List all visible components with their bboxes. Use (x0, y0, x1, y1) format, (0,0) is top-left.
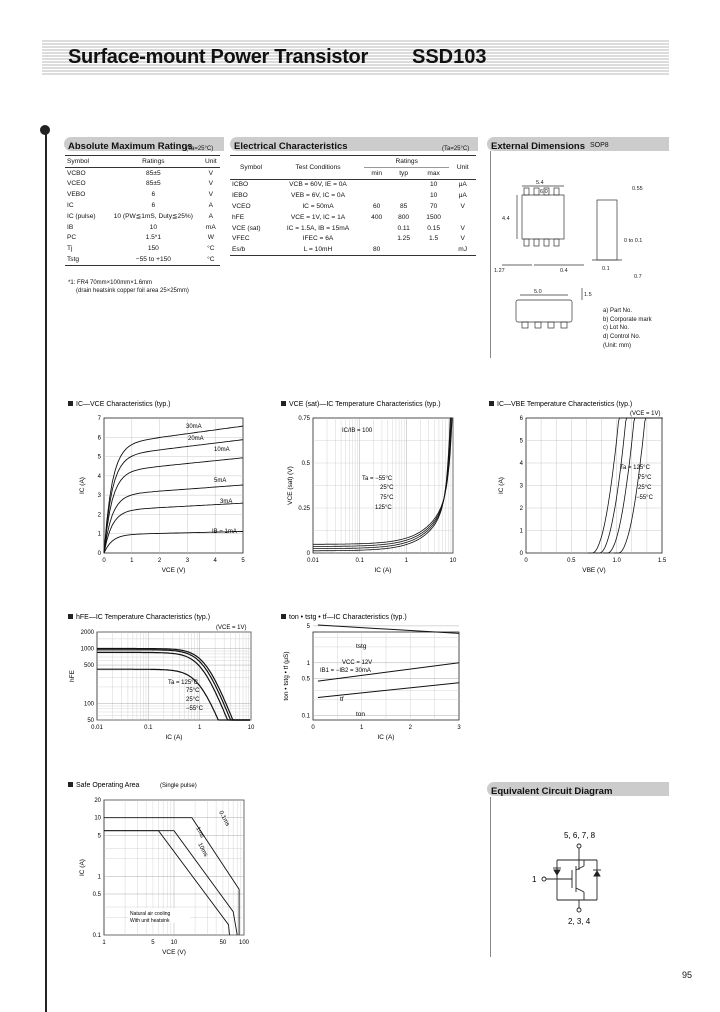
cell-unit: A (208, 202, 214, 210)
x-tick-label: 0 (524, 558, 528, 564)
curve-label: IB = 1mA (212, 529, 237, 535)
curve-label: 30mA (186, 424, 202, 430)
y-tick-label: 5 (519, 438, 523, 445)
y-axis-label: IC (A) (79, 477, 86, 494)
col-max: max (418, 167, 450, 179)
chart-title: hFE—IC Temperature Characteristics (typ.) (76, 614, 211, 621)
chart-title: IC—VCE Characteristics (typ.) (76, 401, 171, 408)
cell-conditions: L = 10mH (272, 244, 364, 255)
cell-rating: 85±5 (146, 180, 161, 188)
dim-1-27: 1.27 (494, 268, 505, 274)
collector-terminal (577, 844, 581, 848)
x-tick-label: 0 (311, 725, 315, 731)
cell-symbol: IB (67, 223, 74, 231)
x-axis-label: VCE (V) (162, 949, 186, 956)
chart-soa (68, 782, 250, 956)
y-tick-label: 6 (519, 416, 523, 422)
cell-unit: V (460, 235, 465, 243)
cell-rating: 6 (151, 191, 156, 199)
dim-0-7: 0.7 (634, 274, 642, 280)
y-axis-label: VCE (sat) (V) (287, 466, 294, 505)
circuit-title: Equivalent Circuit Diagram (491, 786, 613, 797)
cell-symbol: IEBO (232, 192, 248, 200)
x-tick-label: 10 (247, 725, 255, 731)
y-tick-label: 0.1 (92, 933, 101, 939)
x-tick-label: 0.1 (355, 558, 364, 564)
chart-bullet (281, 614, 286, 619)
y-tick-label: 1 (306, 660, 310, 667)
cell-symbol: Tj (67, 245, 73, 253)
y-tick-label: 20 (94, 798, 101, 804)
col-min: min (364, 167, 389, 179)
x-tick-label: 1 (359, 725, 364, 731)
soa-note: Natural air cooling (130, 911, 171, 917)
cell-min: 60 (373, 203, 381, 211)
cell-unit: μA (458, 192, 467, 200)
chart-hfe (68, 614, 255, 741)
cell-symbol: PC (67, 234, 77, 242)
x-tick-label: 2 (157, 558, 162, 564)
col-ratings: Ratings (364, 156, 449, 168)
cell-unit: °C (202, 254, 220, 265)
ext-dim-title: External Dimensions (491, 141, 585, 152)
x-tick-label: 10 (449, 558, 457, 564)
temp-label: Ta = 125°C (168, 680, 198, 686)
x-tick-label: 3 (457, 725, 461, 731)
cell-unit: μA (458, 181, 467, 189)
cell-symbol: VCE (sat) (232, 224, 261, 232)
y-axis-label: IC (A) (498, 477, 505, 494)
chart-vcesat (281, 401, 457, 574)
dim-0-4: 0.4 (560, 268, 568, 274)
cell-unit: V (208, 169, 214, 177)
cell-symbol: VFEC (232, 235, 250, 243)
temp-label: −55°C (186, 706, 203, 712)
chart-condition: IC/IB = 100 (342, 428, 373, 434)
col-symbol: Symbol (230, 156, 272, 180)
elec-title: Electrical Characteristics (234, 141, 348, 152)
cell-conditions: VEB = 6V, IC = 0A (290, 192, 345, 200)
y-tick-label: 0 (519, 551, 523, 557)
base-label: 1 (532, 875, 537, 884)
abs-max-condition: (Ta=25°C) (186, 146, 214, 152)
cell-symbol: VCEO (232, 203, 251, 211)
note-a: a) Part No. (603, 308, 633, 314)
y-tick-label: 100 (83, 701, 94, 708)
temp-label: 25°C (380, 485, 394, 491)
note-c: c) Lot No. (603, 325, 630, 331)
temp-label: 75°C (186, 688, 200, 694)
cell-min: 400 (371, 213, 383, 221)
x-axis-label: IC (A) (165, 734, 183, 741)
x-tick-label: 1.0 (612, 558, 621, 564)
y-tick-label: 1000 (80, 646, 94, 653)
y-tick-label: 7 (97, 416, 101, 422)
curve-label: 10mA (214, 447, 230, 453)
chart-bullet (68, 614, 73, 619)
unit-note: (Unit: mm) (603, 343, 631, 349)
soa-note: With unit heatsink (130, 918, 170, 924)
cell-conditions: IFEC = 6A (302, 235, 334, 243)
emitter-label: 2, 3, 4 (568, 917, 591, 926)
y-tick-label: 3 (519, 483, 523, 490)
y-tick-label: 0.5 (301, 676, 310, 683)
circuit-border (490, 797, 491, 957)
curve-label: 5mA (214, 478, 227, 484)
cell-unit: mA (205, 223, 216, 231)
cell-symbol: hFE (232, 213, 245, 221)
y-tick-label: 0 (306, 551, 310, 557)
y-tick-label: 0.5 (301, 461, 310, 467)
cell-max: 1.5 (429, 235, 439, 243)
cell-conditions: VCB = 60V, IE = 0A (289, 181, 347, 189)
cell-unit: °C (207, 245, 215, 253)
body-diode (594, 871, 600, 876)
y-tick-label: 50 (87, 718, 94, 724)
dim-5-4: 5.4 (536, 180, 544, 186)
x-tick-label: 0.01 (91, 725, 103, 731)
cell-rating: 1.5*1 (145, 234, 162, 242)
x-axis-label: VBE (V) (582, 567, 606, 574)
y-axis-label: ton • tstg • tf (μS) (283, 651, 290, 701)
cell-conditions: IC = 50mA (302, 203, 334, 211)
y-tick-label: 0.1 (301, 713, 310, 720)
chart-ic-vbe (489, 401, 667, 574)
cell-typ: 800 (398, 213, 410, 221)
cell-rating: 10 (PW≦1mS, Duty≦25%) (113, 213, 193, 221)
cell-min: 80 (364, 244, 389, 255)
x-tick-label: 3 (185, 558, 190, 564)
emitter-terminal (577, 908, 581, 912)
y-tick-label: 4 (519, 461, 523, 467)
cell-symbol: ICBO (232, 181, 249, 189)
chart-condition: VCC = 12V (342, 660, 373, 666)
col-ratings: Ratings (105, 156, 202, 168)
page-number: 95 (682, 970, 693, 980)
note-b: b) Corporate mark (603, 316, 652, 323)
soa-label: 10ms (196, 842, 209, 858)
x-tick-label: 50 (219, 940, 227, 946)
y-tick-label: 500 (83, 663, 94, 670)
cell-symbol: Tstg (65, 254, 105, 265)
y-tick-label: 6 (97, 435, 101, 442)
col-typ: typ (389, 167, 417, 179)
x-tick-label: 4 (213, 558, 217, 564)
ext-dim-package: SOP8 (590, 142, 609, 149)
cell-symbol: VCEO (67, 180, 86, 188)
soa-label: 0.1ms (217, 810, 231, 828)
x-tick-label: 5 (241, 558, 245, 564)
y-tick-label: 0 (97, 551, 101, 557)
cell-typ: 0.11 (397, 224, 410, 232)
cell-max: 10 (429, 181, 438, 189)
dim-0-to-0-1: 0 to 0.1 (624, 238, 643, 244)
x-tick-label: 1 (130, 558, 134, 564)
part-number: SSD103 (412, 46, 487, 68)
temp-label: 75°C (380, 495, 394, 501)
cell-unit: V (208, 191, 214, 199)
col-symbol: Symbol (65, 156, 105, 168)
cell-symbol: Es/b (230, 244, 272, 255)
dim-1-5: 1.5 (584, 292, 592, 298)
chart-title: VCE (sat)—IC Temperature Characteristics (typ.) (289, 401, 441, 408)
base-terminal (542, 877, 546, 881)
col-unit: Unit (449, 156, 476, 180)
cell-conditions: IC = 1.5A, IB = 15mA (286, 224, 350, 232)
y-tick-label: 2000 (80, 630, 94, 636)
y-tick-label: 10 (94, 815, 101, 822)
chart-condition: (VCE = 1V) (630, 411, 661, 417)
y-tick-label: 5 (97, 454, 101, 461)
chart-condition: IB1 = −IB2 = 30mA (320, 668, 371, 674)
chart-title: IC—VBE Temperature Characteristics (typ.) (497, 401, 633, 408)
temp-label: 25°C (638, 485, 652, 491)
x-tick-label: 1 (197, 725, 202, 731)
abs-max-note2: (drain heatsink copper foil area 25×25mm) (76, 288, 189, 294)
curve-label: ton (356, 711, 366, 718)
dim-4-4: 4.4 (502, 216, 510, 222)
temp-label: 75°C (638, 475, 652, 481)
zener-diode (554, 870, 560, 875)
dim-5-0: 5.0 (534, 289, 542, 295)
dim-0-1: 0.1 (602, 266, 610, 272)
cell-conditions: VCE = 1V, IC = 1A (290, 213, 346, 221)
y-tick-label: 0.75 (298, 416, 310, 422)
temp-label: 125°C (375, 505, 392, 511)
note-d: d) Control No. (603, 333, 641, 340)
x-tick-label: 1.5 (657, 558, 667, 564)
abs-max-note1: *1: FR4 70mm×100mm×1.6mm (68, 280, 153, 286)
circuit-diagram (492, 800, 667, 930)
cell-max: 70 (429, 203, 438, 211)
x-tick-label: 1 (102, 940, 106, 946)
chart-title: ton • tstg • tf—IC Characteristics (typ.) (289, 614, 407, 621)
y-axis-label: IC (A) (79, 859, 86, 876)
y-tick-label: 4 (97, 473, 101, 480)
cell-unit: V (460, 203, 465, 211)
chart-ic-vce (68, 401, 245, 574)
x-tick-label: 0.5 (567, 558, 576, 564)
curve-label: 20mA (188, 436, 204, 442)
x-axis-label: VCE (V) (161, 567, 186, 574)
soa-label: 1ms (194, 826, 205, 839)
chart-bullet (68, 401, 73, 406)
chart-title: Safe Operating Area (76, 782, 140, 789)
cell-max: 0.15 (427, 224, 441, 232)
x-tick-label: 0.01 (307, 558, 319, 564)
temp-label: Ta = −55°C (362, 476, 393, 482)
cell-symbol: VEBO (67, 191, 86, 199)
x-tick-label: 5 (151, 940, 155, 946)
x-axis-label: IC (A) (377, 734, 395, 741)
y-tick-label: 5 (97, 833, 101, 840)
y-tick-label: 3 (97, 493, 101, 500)
curve-label: tstg (356, 643, 367, 650)
cell-unit: V (460, 224, 465, 232)
dim-6-0: 6.0 (540, 189, 548, 195)
cell-rating: −55 to +150 (105, 254, 202, 265)
x-tick-label: 1 (404, 558, 409, 564)
cell-symbol: IC (67, 202, 74, 210)
x-axis-label: IC (A) (374, 567, 392, 574)
y-tick-label: 2 (97, 512, 101, 519)
chart-switching (281, 614, 461, 741)
collector-label: 5, 6, 7, 8 (564, 831, 596, 840)
chart-bullet (489, 401, 494, 406)
curve-label: tf (340, 696, 344, 703)
chart-bullet (68, 782, 73, 787)
hfe-curve (97, 652, 250, 720)
elec-condition: (Ta=25°C) (442, 146, 470, 152)
temp-label: −55°C (636, 495, 653, 501)
abs-max-title: Absolute Maximum Ratings (68, 141, 193, 152)
cell-symbol: IC (pulse) (67, 212, 96, 220)
chart-condition: (VCE = 1V) (216, 625, 247, 631)
cell-rating: 150 (147, 245, 159, 253)
cell-rating: 10 (149, 223, 158, 231)
temp-label: Ta = 125°C (620, 465, 650, 471)
dim-0-55: 0.55 (632, 186, 643, 192)
page-title: Surface-mount Power Transistor (68, 46, 368, 68)
y-tick-label: 0.25 (298, 506, 310, 512)
y-tick-label: 5 (306, 623, 310, 630)
ic-curve (104, 458, 243, 553)
cell-typ: 85 (399, 203, 408, 211)
x-tick-label: 0.1 (144, 725, 153, 731)
cell-symbol: VCBO (67, 169, 86, 177)
chart-bullet (281, 401, 286, 406)
temp-label: 25°C (186, 697, 200, 703)
cell-max: 10 (429, 192, 438, 200)
cell-unit: V (208, 180, 214, 188)
y-tick-label: 1 (97, 531, 101, 538)
chart-condition: (Single pulse) (160, 783, 197, 789)
x-tick-label: 10 (170, 940, 178, 946)
y-tick-label: 1 (97, 874, 101, 881)
curve-label: 3mA (220, 499, 233, 505)
x-tick-label: 100 (238, 940, 250, 946)
x-tick-label: 0 (102, 558, 106, 564)
y-tick-label: 2 (519, 506, 523, 512)
cell-unit: A (208, 212, 214, 220)
y-tick-label: 1 (519, 528, 523, 535)
cell-typ: 1.25 (397, 235, 411, 243)
x-tick-label: 2 (408, 725, 413, 731)
y-tick-label: 0.5 (92, 891, 101, 898)
col-test-conditions: Test Conditions (272, 156, 364, 180)
cell-unit: mJ (449, 244, 476, 255)
cell-max: 1500 (426, 213, 441, 221)
cell-unit: W (207, 234, 214, 242)
cell-rating: 6 (151, 202, 156, 210)
col-unit: Unit (202, 156, 220, 168)
cell-rating: 85±5 (146, 169, 161, 177)
y-axis-label: hFE (69, 670, 76, 682)
